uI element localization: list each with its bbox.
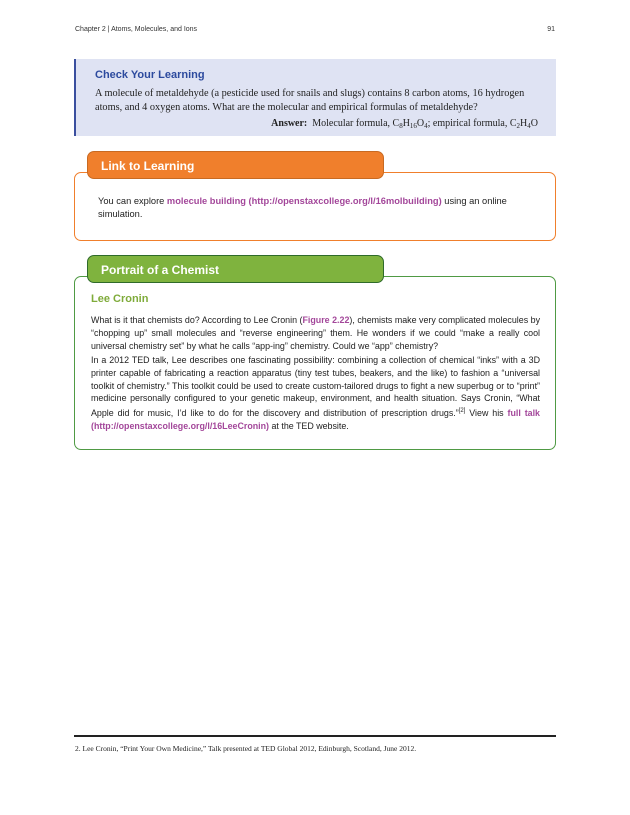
footnote: 2. Lee Cronin, “Print Your Own Medicine,” Talk presented at TED Global 2012, Edinburgh, Scotland, June 2012. bbox=[75, 744, 417, 753]
check-your-learning-box bbox=[74, 59, 556, 136]
chapter-title: Chapter 2 | Atoms, Molecules, and Ions bbox=[75, 26, 198, 33]
answer-text: H bbox=[520, 118, 528, 129]
chemist-name: Lee Cronin bbox=[91, 293, 149, 305]
answer-text: H bbox=[402, 118, 410, 129]
footnote-reference[interactable]: [2] bbox=[458, 408, 466, 415]
answer-text: O bbox=[530, 118, 538, 129]
page-header bbox=[75, 26, 555, 33]
text: at the TED website. bbox=[269, 420, 349, 431]
molecule-building-link[interactable]: molecule building (http://openstaxcollege.org/l/16molbuilding) bbox=[166, 196, 442, 206]
portrait-paragraph-1 bbox=[91, 314, 540, 352]
text: You can explore bbox=[98, 196, 167, 206]
check-your-learning-title: Check Your Learning bbox=[95, 69, 205, 81]
answer-text: ; empirical formula, C bbox=[427, 118, 517, 129]
link-to-learning-header bbox=[87, 151, 384, 179]
portrait-of-a-chemist-header bbox=[87, 255, 384, 283]
subscript: 8 bbox=[399, 122, 403, 130]
check-your-learning-question: A molecule of metaldehyde (a pesticide used for snails and slugs) contains 8 carbon atoms, 16 hydrogen atoms, and 4 oxygen atoms. What are the molecular and empirical formulas of metaldehyde? bbox=[95, 88, 525, 113]
link-to-learning-text bbox=[98, 195, 530, 221]
text: using an online simulation. bbox=[98, 196, 507, 219]
portrait-paragraph-2 bbox=[91, 354, 540, 433]
answer-label: Answer: bbox=[271, 118, 308, 129]
page-number: 91 bbox=[547, 26, 555, 33]
check-your-learning-answer bbox=[271, 118, 538, 130]
text: ), chemists make very complicated molecules by “chopping up” small molecules and “reverse engineering” them. He wonders if we could “make a really cool universal chemistry set” by what he calls “app-ing” chemistry. Could we “app” chemistry? bbox=[91, 315, 541, 351]
subscript: 2 bbox=[516, 122, 521, 130]
answer-text: O bbox=[416, 118, 425, 129]
subscript: 4 bbox=[527, 122, 531, 130]
portrait-of-a-chemist-title: Portrait of a Chemist bbox=[101, 263, 220, 277]
subscript: 16 bbox=[409, 122, 417, 130]
link-to-learning-title: Link to Learning bbox=[101, 159, 195, 173]
full-talk-link[interactable]: full talk (http://openstaxcollege.org/l/16LeeCronin) bbox=[91, 408, 540, 431]
answer-text: Molecular formula, C bbox=[312, 118, 400, 129]
text: View his bbox=[465, 408, 508, 419]
text: What is it that chemists do? According to Lee Cronin ( bbox=[91, 315, 303, 325]
figure-reference-link[interactable]: Figure 2.22 bbox=[302, 315, 350, 325]
footnote-divider bbox=[74, 735, 556, 737]
subscript: 4 bbox=[424, 122, 428, 130]
text: In a 2012 TED talk, Lee describes one fascinating possibility: combining a collection of chemical “inks” with a 3D printer capable of fabricating a reaction apparatus (tiny test tubes, beakers, and the like) to fashion a “universal toolkit of chemistry.” This toolkit could be used to create custom-tailored drugs to fight a new superbug or to “print” medicine personally configured to your genetic makeup, environment, and health situation. Says Cronin, “What Apple did for music, I’d like to do for the discovery and distribution of prescription drugs.” bbox=[91, 355, 540, 419]
